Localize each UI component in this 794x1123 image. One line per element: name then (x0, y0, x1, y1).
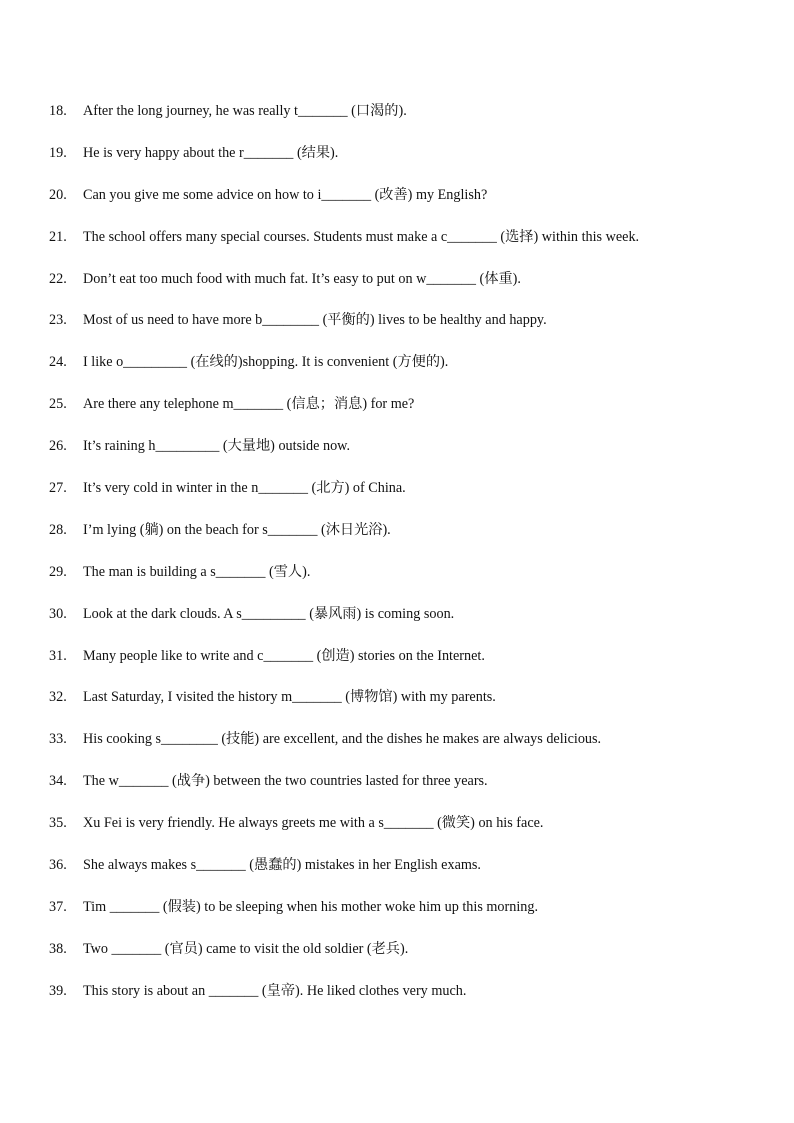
question-item (49, 393, 769, 435)
question-number: 18. (49, 103, 67, 119)
question-item (49, 645, 769, 687)
question-item (49, 728, 769, 770)
question-item (49, 519, 769, 561)
question-number: 21. (49, 228, 67, 245)
question-number: 30. (49, 605, 67, 622)
question-item (49, 896, 769, 938)
question-text: He is very happy about the r_______ (结果). (83, 144, 339, 161)
question-number: 35. (49, 815, 67, 832)
question-item (49, 351, 769, 393)
question-number: 28. (49, 521, 67, 538)
question-text: Look at the dark clouds. A s_________ (暴风雨) is coming soon. (83, 605, 455, 622)
question-item (49, 435, 769, 477)
question-text: The w_______ (战争) between the two countries lasted for three years. (83, 773, 488, 790)
question-text: After the long journey, he was really t_______ (口渴的). (83, 103, 407, 119)
question-number: 32. (49, 689, 67, 706)
question-text: It’s raining h_________ (大量地) outside now. (83, 438, 351, 455)
question-text: Most of us need to have more b________ (平衡的) lives to be healthy and happy. (83, 312, 547, 329)
question-item (49, 603, 769, 645)
question-text: The school offers many special courses. Students must make a c_______ (选择) within this week. (83, 228, 640, 245)
question-text: It’s very cold in winter in the n_______ (北方) of China. (83, 480, 406, 497)
question-text: Are there any telephone m_______ (信息；消息) for me? (83, 396, 415, 413)
question-number: 23. (49, 312, 67, 329)
question-item (49, 309, 769, 351)
question-item (49, 770, 769, 812)
question-text: Can you give me some advice on how to i_______ (改善) my English? (83, 186, 488, 203)
question-item (49, 226, 769, 268)
question-number: 37. (49, 898, 67, 915)
question-number: 31. (49, 647, 67, 664)
question-text: Many people like to write and c_______ (创造) stories on the Internet. (83, 647, 485, 664)
question-number: 22. (49, 270, 67, 287)
question-text: The man is building a s_______ (雪人). (83, 563, 311, 580)
question-number: 20. (49, 186, 67, 203)
question-number: 19. (49, 144, 67, 161)
question-number: 29. (49, 563, 67, 580)
question-number: 25. (49, 396, 67, 413)
question-text: Two _______ (官员) came to visit the old soldier (老兵). (83, 940, 409, 957)
question-item (49, 477, 769, 519)
question-number: 26. (49, 438, 67, 455)
question-text: Don’t eat too much food with much fat. It’s easy to put on w_______ (体重). (83, 270, 521, 287)
question-text: His cooking s________ (技能) are excellent, and the dishes he makes are always delicious. (83, 731, 602, 748)
question-text: I like o_________ (在线的)shopping. It is convenient (方便的). (83, 354, 449, 371)
question-item (49, 100, 769, 142)
question-number: 34. (49, 773, 67, 790)
question-text: This story is about an _______ (皇帝). He liked clothes very much. (83, 982, 467, 999)
question-number: 39. (49, 982, 67, 999)
question-item (49, 561, 769, 603)
question-number: 38. (49, 940, 67, 957)
question-item (49, 184, 769, 226)
question-item (49, 268, 769, 310)
question-number: 24. (49, 354, 67, 371)
question-item (49, 686, 769, 728)
question-number: 36. (49, 857, 67, 874)
question-list (49, 100, 769, 1022)
question-item (49, 142, 769, 184)
question-item (49, 938, 769, 980)
question-item (49, 812, 769, 854)
question-text: I’m lying (躺) on the beach for s_______ (沐日光浴). (83, 521, 391, 538)
question-item (49, 854, 769, 896)
question-item (49, 980, 769, 1022)
question-text: She always makes s_______ (愚蠢的) mistakes in her English exams. (83, 857, 481, 874)
question-text: Last Saturday, I visited the history m_______ (博物馆) with my parents. (83, 689, 496, 706)
question-text: Tim _______ (假装) to be sleeping when his mother woke him up this morning. (83, 898, 539, 915)
question-number: 27. (49, 480, 67, 497)
question-number: 33. (49, 731, 67, 748)
question-text: Xu Fei is very friendly. He always greets me with a s_______ (微笑) on his face. (83, 815, 544, 832)
